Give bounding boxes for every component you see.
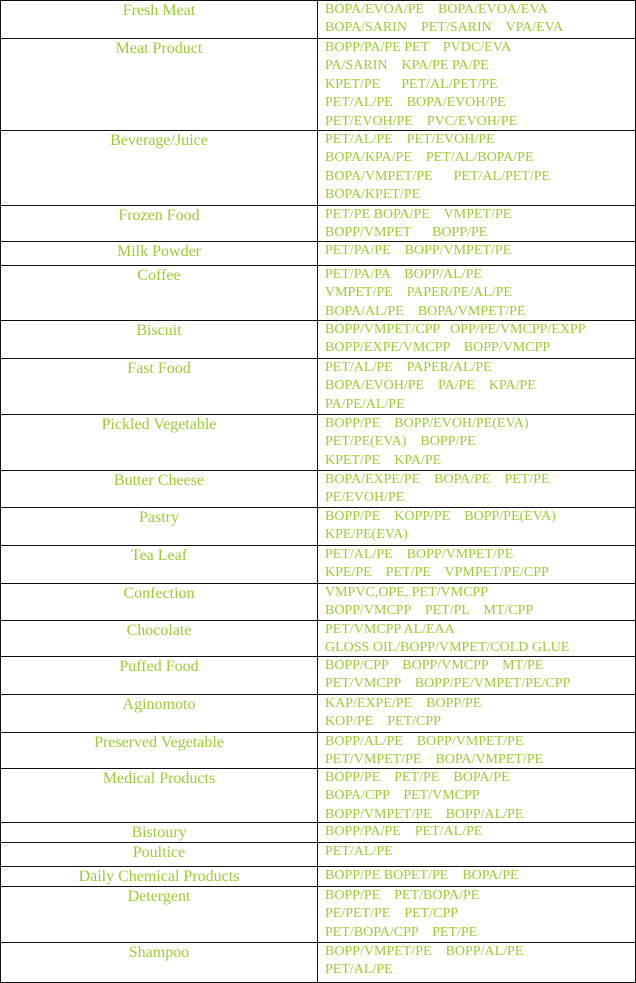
- material-line: VMPVC,OPE, PET/VMCPP: [325, 585, 488, 600]
- material-line: BOPA/SARIN PET/SARIN VPA/EVA: [325, 20, 564, 36]
- category-cell: Detergent: [0, 887, 318, 942]
- category-cell: Beverage/Juice: [0, 131, 318, 205]
- category-cell: Pastry: [0, 508, 318, 545]
- material-line: BOPP/VMPET/CPP OPP/PE/VMCPP/EXPP: [325, 322, 586, 337]
- material-line: BOPA/KPA/PE PET/AL/BOPA/PE: [325, 150, 534, 166]
- materials-cell: [319, 621, 636, 656]
- material-line: BOPP/PE PET/BOPA/PE: [325, 888, 480, 903]
- materials-cell: [319, 584, 636, 620]
- materials-cell: [319, 508, 636, 545]
- material-line: KAP/EXPE/PE BOPP/PE: [325, 696, 482, 711]
- material-line: PET/VMCPP AL/EAA: [325, 622, 455, 637]
- materials-cell: [319, 1, 636, 38]
- materials-cell: [319, 321, 636, 358]
- material-line: PET/PE(EVA) BOPP/PE: [325, 434, 476, 450]
- category-cell: Frozen Food: [0, 206, 318, 241]
- material-line: GLOSS OIL/BOPP/VMPET/COLD GLUE: [325, 640, 570, 656]
- material-line: PET/AL/PE BOPP/VMPET/PE: [325, 547, 514, 562]
- materials-cell: [319, 266, 636, 320]
- table-row: [0, 732, 636, 768]
- material-line: BOPP/VMCPP PET/PL MT/CPP: [325, 603, 534, 619]
- material-line: PET/VMPET/PE BOPA/VMPET/PE: [325, 752, 544, 768]
- material-line: PET/AL/PE: [325, 844, 393, 859]
- material-line: PET/EVOH/PE PVC/EVOH/PE: [325, 113, 518, 129]
- material-line: KPE/PE(EVA): [325, 527, 408, 543]
- table-row: [0, 241, 636, 265]
- materials-cell: [319, 867, 636, 886]
- material-line: PET/AL/PE BOPA/EVOH/PE: [325, 95, 506, 111]
- material-line: BOPA/CPP PET/VMCPP: [325, 788, 480, 804]
- material-line: BOPA/EVOA/PE BOPA/EVOA/EVA: [325, 2, 548, 17]
- material-line: PET/VMCPP BOPP/PE/VMPET/PE/CPP: [325, 676, 571, 692]
- material-line: BOPP/PE BOPP/EVOH/PE(EVA): [325, 416, 529, 431]
- table-row: [0, 694, 636, 732]
- category-cell: Shampoo: [0, 943, 318, 982]
- category-cell: Bistoury: [0, 823, 318, 842]
- table-row: [0, 768, 636, 822]
- material-line: PET/AL/PE: [325, 962, 393, 978]
- materials-cell: [319, 943, 636, 982]
- category-cell: Meat Product: [0, 39, 318, 130]
- material-line: BOPP/CPP BOPP/VMCPP MT/PE: [325, 658, 544, 673]
- material-line: KOP/PE PET/CPP: [325, 714, 441, 730]
- table-row: [0, 886, 636, 942]
- material-line: PA/SARIN KPA/PE PA/PE: [325, 58, 489, 74]
- table-row: [0, 842, 636, 866]
- material-line: BOPA/EXPE/PE BOPA/PE PET/PE: [325, 472, 550, 487]
- table-row: [0, 265, 636, 320]
- table-row: [0, 507, 636, 545]
- category-cell: Aginomoto: [0, 695, 318, 732]
- material-line: BOPA/AL/PE BOPA/VMPET/PE: [325, 303, 526, 319]
- category-cell: Biscuit: [0, 321, 318, 358]
- material-line: PET/BOPA/CPP PET/PE: [325, 924, 478, 940]
- material-line: BOPP/PE KOPP/PE BOPP/PE(EVA): [325, 509, 556, 524]
- material-line: KPET/PE PET/AL/PET/PE: [325, 76, 498, 92]
- material-line: KPE/PE PET/PE VPMPET/PE/CPP: [325, 565, 549, 581]
- material-line: BOPP/AL/PE BOPP/VMPET/PE: [325, 734, 524, 749]
- material-line: BOPP/VMPET BOPP/PE: [325, 225, 488, 241]
- table-row: [0, 130, 636, 205]
- table-row: [0, 822, 636, 842]
- table-row: [0, 942, 636, 983]
- table-row: [0, 545, 636, 583]
- material-line: BOPP/PE PET/PE BOPA/PE: [325, 770, 510, 785]
- material-line: PE/PET/PE PET/CPP: [325, 906, 459, 922]
- material-line: BOPP/VMPET/PE BOPP/AL/PE: [325, 944, 524, 959]
- category-cell: Milk Powder: [0, 242, 318, 265]
- material-line: BOPA/VMPET/PE PET/AL/PET/PE: [325, 168, 551, 184]
- table-row: [0, 656, 636, 694]
- materials-cell: [319, 359, 636, 414]
- materials-cell: [319, 843, 636, 866]
- category-cell: Coffee: [0, 266, 318, 320]
- material-line: PET/PE BOPA/PE VMPET/PE: [325, 207, 512, 222]
- materials-cell: [319, 823, 636, 842]
- material-line: PET/PA/PA BOPP/AL/PE: [325, 267, 482, 282]
- table-row: [0, 866, 636, 886]
- material-line: KPET/PE KPA/PE: [325, 452, 442, 468]
- material-line: PE/EVOH/PE: [325, 490, 405, 506]
- category-cell: Puffed Food: [0, 657, 318, 694]
- materials-cell: [319, 242, 636, 265]
- materials-cell: [319, 695, 636, 732]
- materials-cell: [319, 415, 636, 470]
- materials-cell: [319, 471, 636, 507]
- material-line: PET/PA/PE BOPP/VMPET/PE: [325, 243, 512, 258]
- table-row: [0, 583, 636, 620]
- category-cell: Pickled Vegetable: [0, 415, 318, 470]
- material-line: PET/AL/PE PAPER/AL/PE: [325, 360, 492, 375]
- category-cell: Fresh Meat: [0, 1, 318, 38]
- category-cell: Confection: [0, 584, 318, 620]
- table-row: [0, 0, 636, 38]
- materials-cell: [319, 131, 636, 205]
- category-cell: Medical Products: [0, 769, 318, 822]
- category-cell: Chocolate: [0, 621, 318, 656]
- material-line: BOPA/EVOH/PE PA/PE KPA/PE: [325, 378, 536, 394]
- materials-cell: [319, 657, 636, 694]
- material-line: BOPP/PE BOPET/PE BOPA/PE: [325, 868, 519, 883]
- material-line: BOPP/PA/PE PET PVDC/EVA: [325, 40, 512, 55]
- material-line: VMPET/PE PAPER/PE/AL/PE: [325, 285, 512, 301]
- category-cell: Fast Food: [0, 359, 318, 414]
- materials-cell: [319, 769, 636, 822]
- category-cell: Butter Cheese: [0, 471, 318, 507]
- material-line: BOPA/KPET/PE: [325, 187, 421, 203]
- material-line: BOPP/VMPET/PE BOPP/AL/PE: [325, 806, 524, 822]
- materials-cell: [319, 733, 636, 768]
- material-line: PA/PE/AL/PE: [325, 396, 405, 412]
- materials-cell: [319, 39, 636, 130]
- materials-cell: [319, 546, 636, 583]
- table-row: [0, 205, 636, 241]
- materials-cell: [319, 206, 636, 241]
- category-cell: Daily Chemical Products: [0, 867, 318, 886]
- material-line: BOPP/EXPE/VMCPP BOPP/VMCPP: [325, 340, 551, 356]
- table-row: [0, 38, 636, 130]
- table-row: [0, 358, 636, 414]
- table-row: [0, 320, 636, 358]
- material-line: PET/AL/PE PET/EVOH/PE: [325, 132, 495, 147]
- material-line: BOPP/PA/PE PET/AL/PE: [325, 824, 483, 839]
- materials-cell: [319, 887, 636, 942]
- table-row: [0, 414, 636, 470]
- category-cell: Preserved Vegetable: [0, 733, 318, 768]
- category-cell: Tea Leaf: [0, 546, 318, 583]
- table-row: [0, 620, 636, 656]
- table-row: [0, 470, 636, 507]
- category-cell: Poultice: [0, 843, 318, 866]
